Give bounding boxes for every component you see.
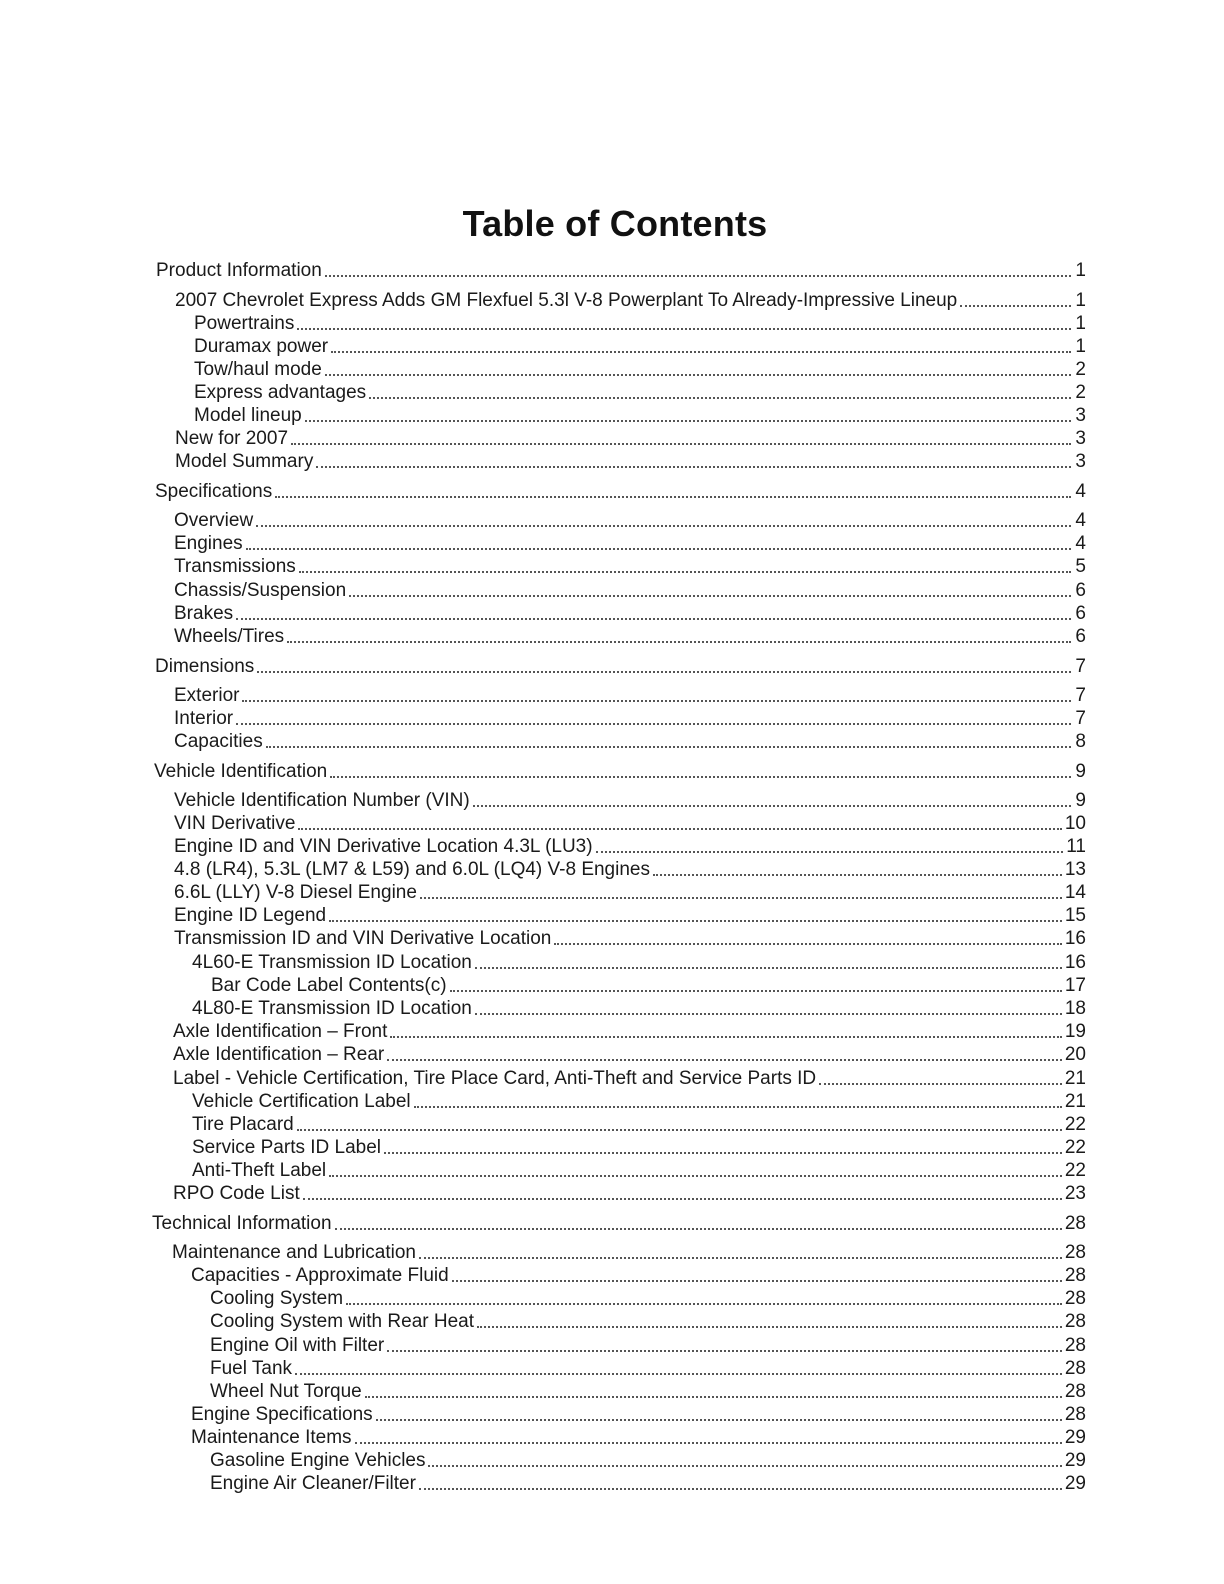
toc-entry xyxy=(175,449,1086,473)
toc-entry-page-number: 10 xyxy=(1064,813,1086,834)
toc-entry-page-number: 29 xyxy=(1064,1427,1086,1448)
dot-leader xyxy=(554,943,1062,945)
dot-leader xyxy=(329,1175,1062,1177)
toc-entry-page-number: 18 xyxy=(1064,998,1086,1019)
toc-entry-label: Engines xyxy=(174,533,243,554)
toc-entry xyxy=(210,1471,1086,1495)
dot-leader xyxy=(390,1036,1061,1038)
toc-entry xyxy=(172,1240,1086,1264)
toc-entry-label: Chassis/Suspension xyxy=(174,580,347,601)
dot-leader xyxy=(331,351,1071,353)
dot-leader xyxy=(256,525,1071,527)
toc-entry-label: Engine ID Legend xyxy=(174,905,327,926)
dot-leader xyxy=(365,1396,1062,1398)
toc-entry xyxy=(174,683,1086,707)
toc-entry xyxy=(174,834,1086,858)
page-title: Table of Contents xyxy=(462,203,768,244)
toc-entry-page-number: 1 xyxy=(1075,313,1086,334)
toc-entry-label: Axle Identification – Front xyxy=(173,1021,388,1042)
toc-entry xyxy=(155,654,1086,678)
toc-entry xyxy=(173,1019,1086,1043)
toc-entry xyxy=(175,426,1086,450)
toc-entry-page-number: 28 xyxy=(1064,1288,1086,1309)
toc-entry-label: New for 2007 xyxy=(175,428,289,449)
toc-entry-page-number: 4 xyxy=(1075,533,1086,554)
toc-entry xyxy=(156,258,1086,282)
toc-entry xyxy=(191,1402,1086,1426)
toc-entry xyxy=(194,357,1086,381)
dot-leader xyxy=(291,443,1071,445)
toc-entry-label: Engine ID and VIN Derivative Location 4.3L (LU3) xyxy=(174,836,593,857)
dot-leader xyxy=(349,595,1071,597)
toc-entry xyxy=(174,857,1086,881)
toc-entry-page-number: 28 xyxy=(1064,1358,1086,1379)
toc-entry-label: Cooling System xyxy=(210,1288,344,1309)
toc-entry xyxy=(194,403,1086,427)
toc-entry xyxy=(210,1379,1086,1403)
toc-entry-label: Technical Information xyxy=(152,1213,332,1234)
dot-leader xyxy=(329,920,1062,922)
toc-entry-label: Wheels/Tires xyxy=(174,626,285,647)
toc-entry xyxy=(192,1089,1086,1113)
toc-entry-page-number: 21 xyxy=(1064,1091,1086,1112)
toc-entry-page-number: 1 xyxy=(1075,260,1086,281)
toc-entry-label: Fuel Tank xyxy=(210,1358,293,1379)
toc-entry-page-number: 13 xyxy=(1064,859,1086,880)
toc-entry-label: Vehicle Certification Label xyxy=(192,1091,411,1112)
toc-entry-page-number: 5 xyxy=(1075,556,1086,577)
toc-entry-page-number: 28 xyxy=(1064,1381,1086,1402)
toc-entry-page-number: 15 xyxy=(1064,905,1086,926)
toc-entry xyxy=(174,508,1086,532)
toc-entry-label: Engine Specifications xyxy=(191,1404,373,1425)
dot-leader xyxy=(355,1442,1062,1444)
dot-leader xyxy=(960,305,1071,307)
dot-leader xyxy=(236,618,1071,620)
toc-entry-label: Axle Identification – Rear xyxy=(173,1044,385,1065)
toc-entry-page-number: 2 xyxy=(1075,359,1086,380)
toc-entry-label: Label - Vehicle Certification, Tire Place Card, Anti-Theft and Service Parts ID xyxy=(173,1068,817,1089)
toc-entry-label: Cooling System with Rear Heat xyxy=(210,1311,474,1332)
toc-entry-label: Model Summary xyxy=(175,451,314,472)
toc-entry-label: Maintenance Items xyxy=(191,1427,352,1448)
toc-entry-page-number: 29 xyxy=(1064,1473,1086,1494)
toc-entry-page-number: 6 xyxy=(1075,626,1086,647)
dot-leader xyxy=(477,1326,1062,1328)
dot-leader xyxy=(450,990,1062,992)
toc-entry xyxy=(211,973,1086,997)
toc-entry xyxy=(174,706,1086,730)
toc-entry-label: 6.6L (LLY) V-8 Diesel Engine xyxy=(174,882,417,903)
toc-entry-page-number: 22 xyxy=(1064,1137,1086,1158)
toc-entry xyxy=(192,996,1086,1020)
toc-entry-page-number: 3 xyxy=(1075,428,1086,449)
toc-entry xyxy=(173,1066,1086,1090)
toc-entry-label: Exterior xyxy=(174,685,240,706)
toc-entry-page-number: 22 xyxy=(1064,1160,1086,1181)
dot-leader xyxy=(596,851,1064,853)
toc-entry-page-number: 3 xyxy=(1075,405,1086,426)
dot-leader xyxy=(275,496,1071,498)
dot-leader xyxy=(369,397,1071,399)
toc-entry-label: Overview xyxy=(174,510,254,531)
dot-leader xyxy=(305,420,1071,422)
toc-entry-page-number: 6 xyxy=(1075,580,1086,601)
toc-entry-page-number: 2 xyxy=(1075,382,1086,403)
toc-entry-label: 4.8 (LR4), 5.3L (LM7 & L59) and 6.0L (LQ4) V-8 Engines xyxy=(174,859,650,880)
dot-leader xyxy=(420,897,1062,899)
dot-leader xyxy=(287,641,1071,643)
toc-entry-page-number: 17 xyxy=(1064,975,1086,996)
toc-entry xyxy=(192,1112,1086,1136)
toc-entry-page-number: 28 xyxy=(1064,1335,1086,1356)
toc-entry-label: RPO Code List xyxy=(173,1183,300,1204)
toc-entry-label: Tire Placard xyxy=(192,1114,294,1135)
toc-entry-label: 4L60-E Transmission ID Location xyxy=(192,952,472,973)
toc-entry xyxy=(192,1158,1086,1182)
toc-entry xyxy=(174,601,1086,625)
dot-leader xyxy=(316,466,1071,468)
toc-entry-label: 2007 Chevrolet Express Adds GM Flexfuel 5.3l V-8 Powerplant To Already-Impressive Lineup xyxy=(175,290,958,311)
dot-leader xyxy=(295,1373,1062,1375)
toc-entry xyxy=(210,1356,1086,1380)
toc-entry-label: 4L80-E Transmission ID Location xyxy=(192,998,472,1019)
dot-leader xyxy=(298,828,1061,830)
dot-leader xyxy=(475,1013,1062,1015)
toc-entry xyxy=(194,334,1086,358)
toc-entry-label: Specifications xyxy=(155,481,273,502)
dot-leader xyxy=(419,1257,1062,1259)
dot-leader xyxy=(299,571,1071,573)
toc-entry-page-number: 3 xyxy=(1075,451,1086,472)
toc-entry xyxy=(174,531,1086,555)
dot-leader xyxy=(387,1350,1062,1352)
toc-entry-label: Transmissions xyxy=(174,556,296,577)
toc-entry-label: Engine Oil with Filter xyxy=(210,1335,385,1356)
toc-entry xyxy=(174,624,1086,648)
toc-entry-page-number: 29 xyxy=(1064,1450,1086,1471)
toc-entry xyxy=(152,1211,1086,1235)
toc-entry xyxy=(194,380,1086,404)
toc-entry xyxy=(174,554,1086,578)
toc-entry-label: Anti-Theft Label xyxy=(192,1160,327,1181)
dot-leader xyxy=(335,1228,1062,1230)
toc-entry xyxy=(174,926,1086,950)
toc-entry-label: Capacities - Approximate Fluid xyxy=(191,1265,449,1286)
toc-entry-label: Vehicle Identification xyxy=(154,761,328,782)
dot-leader xyxy=(419,1488,1062,1490)
dot-leader xyxy=(346,1303,1062,1305)
toc-entry-label: Dimensions xyxy=(155,656,255,677)
toc-entry-label: Transmission ID and VIN Derivative Location xyxy=(174,928,552,949)
toc-entry-label: Wheel Nut Torque xyxy=(210,1381,362,1402)
toc-entry-label: Brakes xyxy=(174,603,234,624)
toc-entry xyxy=(173,1181,1086,1205)
dot-leader xyxy=(266,746,1071,748)
dot-leader xyxy=(384,1152,1062,1154)
toc-entry-page-number: 1 xyxy=(1075,290,1086,311)
toc-entry xyxy=(192,1135,1086,1159)
dot-leader xyxy=(475,967,1062,969)
dot-leader xyxy=(819,1083,1062,1085)
toc-entry-page-number: 28 xyxy=(1064,1311,1086,1332)
dot-leader xyxy=(428,1465,1061,1467)
dot-leader xyxy=(257,671,1071,673)
toc-entry-page-number: 21 xyxy=(1064,1068,1086,1089)
toc-entry xyxy=(191,1425,1086,1449)
toc-entry-label: Model lineup xyxy=(194,405,302,426)
dot-leader xyxy=(653,874,1062,876)
toc-entry-page-number: 7 xyxy=(1075,656,1086,677)
toc-entry-page-number: 28 xyxy=(1064,1213,1086,1234)
toc-entry xyxy=(174,880,1086,904)
toc-entry-page-number: 7 xyxy=(1075,685,1086,706)
toc-entry-page-number: 4 xyxy=(1075,481,1086,502)
dot-leader xyxy=(376,1419,1062,1421)
dot-leader xyxy=(414,1106,1062,1108)
toc-entry xyxy=(174,729,1086,753)
toc-entry-label: Duramax power xyxy=(194,336,329,357)
toc-entry-page-number: 22 xyxy=(1064,1114,1086,1135)
toc-entry xyxy=(174,788,1086,812)
toc-entry-label: Maintenance and Lubrication xyxy=(172,1242,417,1263)
toc-entry-page-number: 9 xyxy=(1075,790,1086,811)
toc-entry-page-number: 6 xyxy=(1075,603,1086,624)
toc-entry-page-number: 23 xyxy=(1064,1183,1086,1204)
toc-entry-label: Service Parts ID Label xyxy=(192,1137,382,1158)
toc-entry-page-number: 7 xyxy=(1075,708,1086,729)
toc-entry xyxy=(155,479,1086,503)
toc-entry xyxy=(194,311,1086,335)
toc-entry xyxy=(210,1286,1086,1310)
toc-entry xyxy=(174,811,1086,835)
toc-entry-page-number: 8 xyxy=(1075,731,1086,752)
toc-entry-label: Capacities xyxy=(174,731,263,752)
toc-entry-page-number: 16 xyxy=(1064,952,1086,973)
toc-entry-page-number: 19 xyxy=(1064,1021,1086,1042)
toc-entry-label: Bar Code Label Contents(c) xyxy=(211,975,447,996)
toc-entry xyxy=(192,950,1086,974)
toc-entry-page-number: 20 xyxy=(1064,1044,1086,1065)
dot-leader xyxy=(242,700,1071,702)
toc-entry-page-number: 9 xyxy=(1075,761,1086,782)
toc-entry-label: Tow/haul mode xyxy=(194,359,322,380)
toc-entry xyxy=(175,288,1086,312)
toc-entry xyxy=(174,903,1086,927)
toc-entry xyxy=(210,1448,1086,1472)
toc-entry-label: Gasoline Engine Vehicles xyxy=(210,1450,426,1471)
toc-entry-page-number: 4 xyxy=(1075,510,1086,531)
dot-leader xyxy=(297,328,1071,330)
toc-entry-page-number: 14 xyxy=(1064,882,1086,903)
dot-leader xyxy=(246,548,1071,550)
toc-entry-label: Powertrains xyxy=(194,313,295,334)
toc-entry xyxy=(173,1042,1086,1066)
toc-entry-label: Product Information xyxy=(156,260,322,281)
toc-entry xyxy=(210,1309,1086,1333)
toc-entry-label: VIN Derivative xyxy=(174,813,296,834)
dot-leader xyxy=(473,805,1071,807)
toc-entry-page-number: 1 xyxy=(1075,336,1086,357)
toc-entry xyxy=(154,759,1086,783)
toc-entry-page-number: 28 xyxy=(1064,1242,1086,1263)
toc-entry-label: Engine Air Cleaner/Filter xyxy=(210,1473,416,1494)
toc-entry-label: Interior xyxy=(174,708,234,729)
toc-entry-page-number: 16 xyxy=(1064,928,1086,949)
dot-leader xyxy=(387,1059,1062,1061)
dot-leader xyxy=(325,275,1071,277)
toc-entry-label: Express advantages xyxy=(194,382,367,403)
dot-leader xyxy=(452,1280,1062,1282)
dot-leader xyxy=(303,1198,1062,1200)
toc-entry-page-number: 11 xyxy=(1066,836,1086,857)
toc-entry-page-number: 28 xyxy=(1064,1265,1086,1286)
toc-entry-label: Vehicle Identification Number (VIN) xyxy=(174,790,470,811)
dot-leader xyxy=(330,776,1071,778)
toc-entry xyxy=(174,578,1086,602)
toc-entry-page-number: 28 xyxy=(1064,1404,1086,1425)
toc-entry xyxy=(191,1263,1086,1287)
toc-entry xyxy=(210,1333,1086,1357)
dot-leader xyxy=(297,1129,1062,1131)
dot-leader xyxy=(325,374,1071,376)
dot-leader xyxy=(236,723,1071,725)
